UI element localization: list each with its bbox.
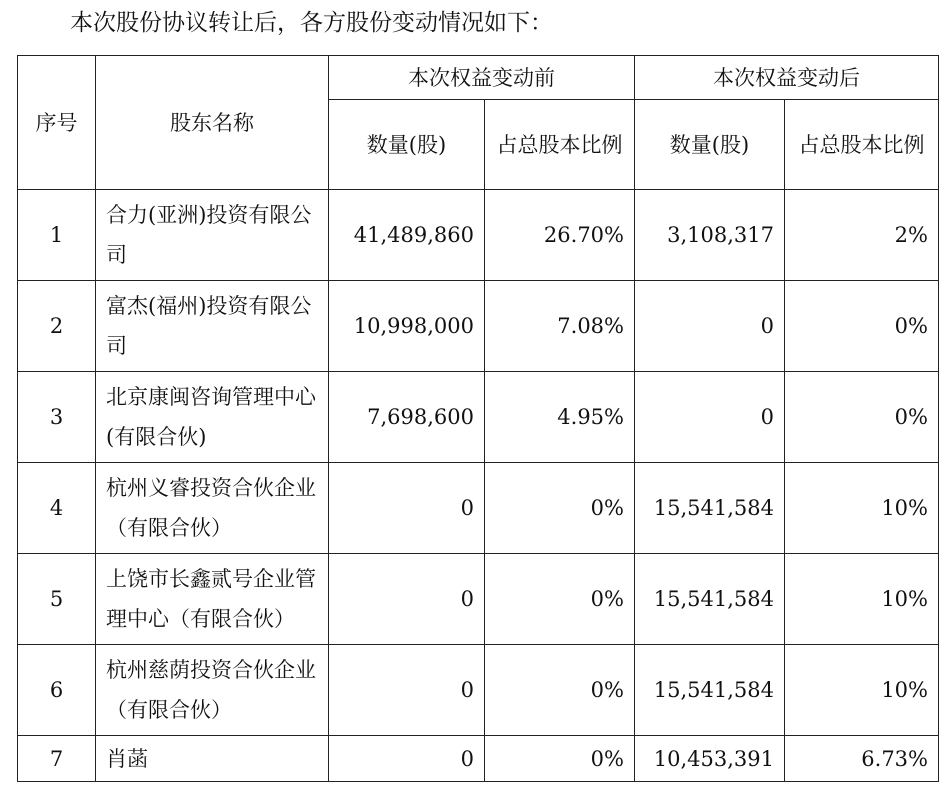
- row-before-quantity: 0: [329, 736, 485, 782]
- row-before-ratio: 0%: [485, 463, 635, 554]
- row-seq: 6: [18, 645, 96, 736]
- row-after-quantity: 3,108,317: [635, 190, 785, 281]
- header-seq: 序号: [18, 56, 96, 190]
- row-after-ratio: 10%: [785, 645, 939, 736]
- row-after-ratio: 0%: [785, 372, 939, 463]
- shareholding-change-table: [17, 55, 939, 782]
- row-shareholder-name: 北京康闽咨询管理中心(有限合伙): [96, 372, 329, 463]
- table-row: [18, 463, 939, 554]
- row-before-quantity: 10,998,000: [329, 281, 485, 372]
- row-before-ratio: 4.95%: [485, 372, 635, 463]
- row-before-quantity: 0: [329, 463, 485, 554]
- header-shareholder-name: 股东名称: [96, 56, 329, 190]
- row-before-ratio: 7.08%: [485, 281, 635, 372]
- row-shareholder-name: 合力(亚洲)投资有限公司: [96, 190, 329, 281]
- header-after-change: 本次权益变动后: [635, 56, 939, 100]
- row-seq: 5: [18, 554, 96, 645]
- row-after-quantity: 0: [635, 372, 785, 463]
- table-row: [18, 372, 939, 463]
- row-before-ratio: 0%: [485, 554, 635, 645]
- row-after-quantity: 15,541,584: [635, 645, 785, 736]
- row-seq: 3: [18, 372, 96, 463]
- table-row: [18, 645, 939, 736]
- row-shareholder-name: 上饶市长鑫贰号企业管理中心（有限合伙）: [96, 554, 329, 645]
- row-seq: 7: [18, 736, 96, 782]
- row-before-quantity: 0: [329, 554, 485, 645]
- row-before-quantity: 0: [329, 645, 485, 736]
- row-after-quantity: 0: [635, 281, 785, 372]
- header-before-quantity: 数量(股): [329, 100, 485, 190]
- row-seq: 4: [18, 463, 96, 554]
- table-header-row: [18, 56, 939, 100]
- header-before-change: 本次权益变动前: [329, 56, 635, 100]
- row-seq: 2: [18, 281, 96, 372]
- row-before-quantity: 7,698,600: [329, 372, 485, 463]
- row-before-ratio: 0%: [485, 736, 635, 782]
- row-after-quantity: 15,541,584: [635, 554, 785, 645]
- table-row: [18, 190, 939, 281]
- table-row: [18, 736, 939, 782]
- row-shareholder-name: 富杰(福州)投资有限公司: [96, 281, 329, 372]
- header-after-quantity: 数量(股): [635, 100, 785, 190]
- row-shareholder-name: 杭州慈荫投资合伙企业（有限合伙）: [96, 645, 329, 736]
- header-after-ratio: 占总股本比例: [785, 100, 939, 190]
- row-after-quantity: 10,453,391: [635, 736, 785, 782]
- row-seq: 1: [18, 190, 96, 281]
- row-after-ratio: 6.73%: [785, 736, 939, 782]
- row-shareholder-name: 肖菡: [96, 736, 329, 782]
- row-shareholder-name: 杭州义睿投资合伙企业（有限合伙）: [96, 463, 329, 554]
- row-after-ratio: 10%: [785, 554, 939, 645]
- table-row: [18, 281, 939, 372]
- intro-paragraph: 本次股份协议转让后，各方股份变动情况如下：: [70, 10, 553, 36]
- table-row: [18, 554, 939, 645]
- row-after-ratio: 2%: [785, 190, 939, 281]
- row-after-quantity: 15,541,584: [635, 463, 785, 554]
- row-before-ratio: 0%: [485, 645, 635, 736]
- row-after-ratio: 0%: [785, 281, 939, 372]
- row-before-quantity: 41,489,860: [329, 190, 485, 281]
- row-after-ratio: 10%: [785, 463, 939, 554]
- header-before-ratio: 占总股本比例: [485, 100, 635, 190]
- row-before-ratio: 26.70%: [485, 190, 635, 281]
